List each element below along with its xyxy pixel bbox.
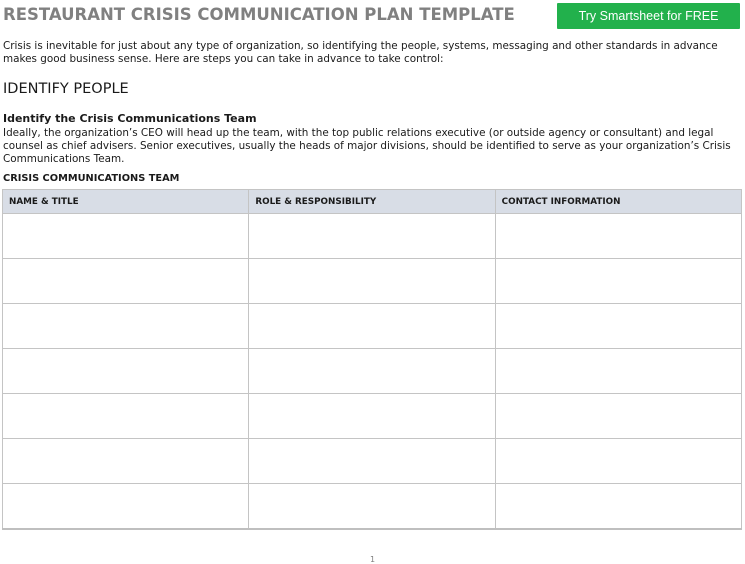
column-header-role-responsibility: ROLE & RESPONSIBILITY [249, 190, 495, 214]
table-row [3, 349, 742, 394]
try-smartsheet-button[interactable]: Try Smartsheet for FREE [557, 3, 740, 29]
table-cell-contact-information[interactable] [495, 394, 741, 439]
page-number: 1 [369, 555, 376, 564]
table-cell-name-title[interactable] [3, 439, 249, 484]
table-row [3, 259, 742, 304]
table-cell-contact-information[interactable] [495, 214, 741, 259]
table-cell-role-responsibility[interactable] [249, 304, 495, 349]
table-cell-name-title[interactable] [3, 304, 249, 349]
table-cell-role-responsibility[interactable] [249, 439, 495, 484]
intro-paragraph: Crisis is inevitable for just about any type of organization, so identifying the people, systems, messaging and other standards in advance makes good business sense. Here are steps you can take in advance to take control: [3, 40, 718, 65]
subheading: Identify the Crisis Communications Team [3, 112, 257, 125]
column-header-name-title: NAME & TITLE [3, 190, 249, 214]
table-cell-role-responsibility[interactable] [249, 214, 495, 259]
table-cell-name-title[interactable] [3, 484, 249, 530]
table-cell-contact-information[interactable] [495, 304, 741, 349]
column-header-contact-information: CONTACT INFORMATION [495, 190, 741, 214]
section-heading: IDENTIFY PEOPLE [3, 81, 129, 97]
table-cell-name-title[interactable] [3, 214, 249, 259]
table-cell-contact-information[interactable] [495, 484, 741, 530]
table-cell-role-responsibility[interactable] [249, 349, 495, 394]
table-row [3, 484, 742, 530]
table-cell-name-title[interactable] [3, 394, 249, 439]
table-cell-name-title[interactable] [3, 349, 249, 394]
table-row [3, 394, 742, 439]
table-row [3, 214, 742, 259]
table-row [3, 304, 742, 349]
crisis-team-table [2, 189, 742, 530]
table-label: CRISIS COMMUNICATIONS TEAM [3, 173, 180, 184]
table-header-row [3, 190, 742, 214]
table-cell-contact-information[interactable] [495, 439, 741, 484]
table-row [3, 439, 742, 484]
table-cell-role-responsibility[interactable] [249, 394, 495, 439]
table-cell-contact-information[interactable] [495, 259, 741, 304]
table-cell-role-responsibility[interactable] [249, 484, 495, 530]
table-cell-name-title[interactable] [3, 259, 249, 304]
table-cell-contact-information[interactable] [495, 349, 741, 394]
subheading-description: Ideally, the organization’s CEO will head up the team, with the top public relations executive (or outside agency or consultant) and legal counsel as chief advisers. Senior executives, usually the heads of major divisions, should be identified to serve as your organization’s Crisis Communications Team. [3, 127, 731, 165]
table-cell-role-responsibility[interactable] [249, 259, 495, 304]
document-title: RESTAURANT CRISIS COMMUNICATION PLAN TEMPLATE [3, 5, 515, 24]
